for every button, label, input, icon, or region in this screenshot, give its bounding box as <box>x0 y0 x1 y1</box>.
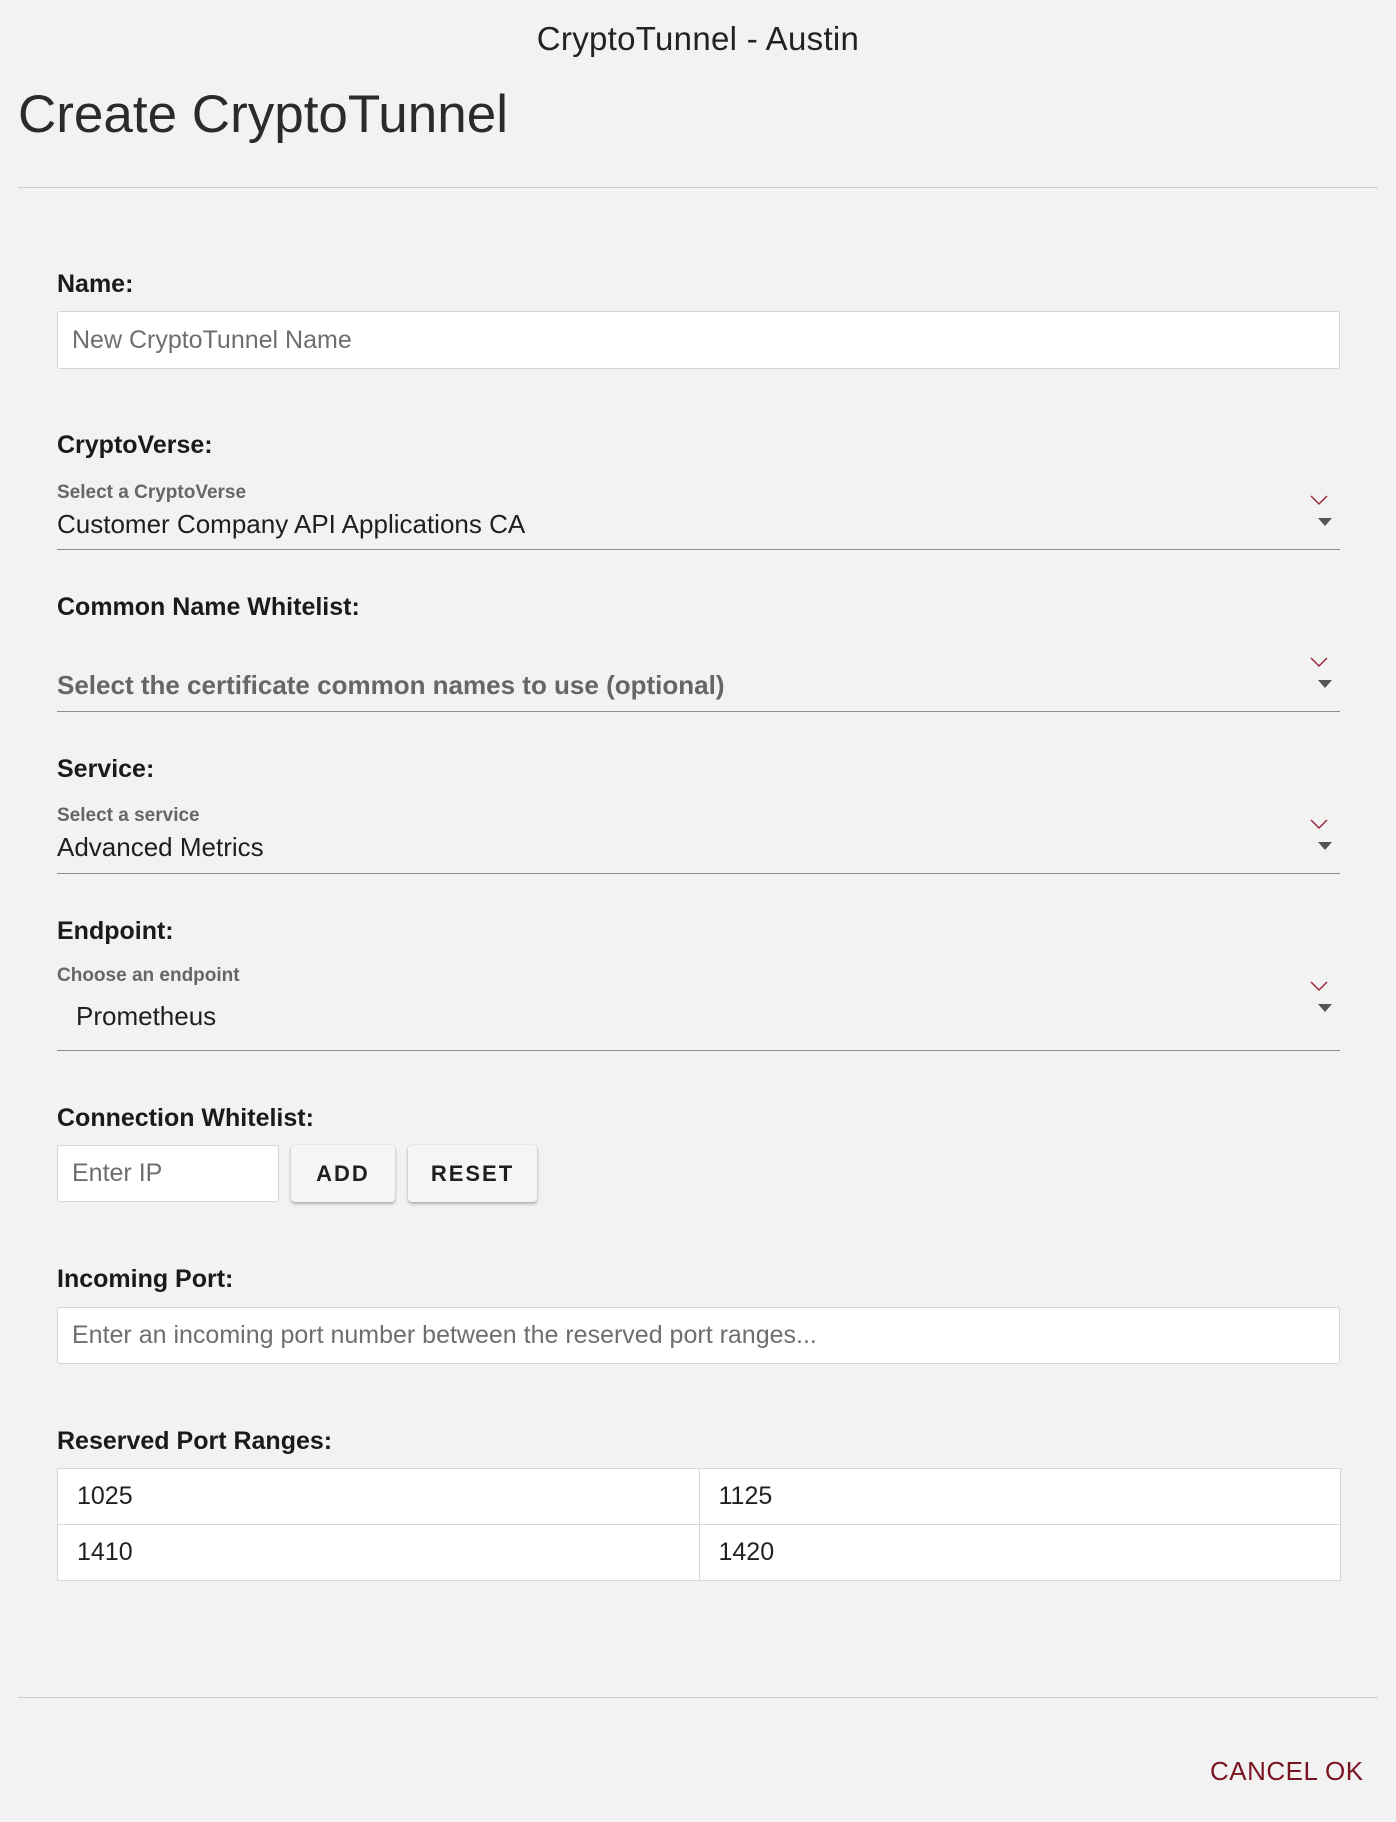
caret-down-icon <box>1318 680 1332 688</box>
window-title: CryptoTunnel - Austin <box>536 20 860 57</box>
cryptoverse-caption: Select a CryptoVerse <box>57 482 247 503</box>
dialog-title: Create CryptoTunnel <box>18 85 508 144</box>
common-name-whitelist-placeholder: Select the certificate common names to use (optional) <box>57 670 725 700</box>
ip-input[interactable] <box>57 1145 279 1202</box>
header-divider <box>18 187 1378 188</box>
service-value: Advanced Metrics <box>57 832 264 862</box>
reserved-port-ranges-label: Reserved Port Ranges: <box>57 1427 333 1455</box>
port-range-end: 1420 <box>699 1525 1341 1581</box>
caret-down-icon <box>1318 1004 1332 1012</box>
cryptoverse-label: CryptoVerse: <box>57 431 213 459</box>
port-range-start: 1410 <box>58 1525 700 1581</box>
name-input[interactable] <box>57 311 1340 369</box>
service-caption: Select a service <box>57 805 200 826</box>
common-name-whitelist-select[interactable] <box>57 638 1340 712</box>
endpoint-select[interactable] <box>57 961 1340 1051</box>
cancel-button[interactable]: CANCEL <box>1210 1756 1319 1786</box>
endpoint-caption: Choose an endpoint <box>57 965 240 986</box>
reserved-port-ranges-table <box>57 1468 1341 1581</box>
table-row <box>58 1525 1341 1581</box>
caret-down-icon <box>1318 842 1332 850</box>
cryptoverse-select[interactable] <box>57 476 1340 550</box>
chevron-down-icon <box>1310 656 1328 668</box>
endpoint-label: Endpoint: <box>57 917 174 945</box>
common-name-whitelist-label: Common Name Whitelist: <box>57 593 360 621</box>
port-range-end: 1125 <box>699 1469 1341 1525</box>
chevron-down-icon <box>1310 818 1328 830</box>
service-label: Service: <box>57 755 155 783</box>
port-range-start: 1025 <box>58 1469 700 1525</box>
ok-button[interactable]: OK <box>1325 1756 1364 1786</box>
incoming-port-label: Incoming Port: <box>57 1265 234 1293</box>
table-row <box>58 1469 1341 1525</box>
reset-button[interactable]: RESET <box>408 1145 537 1202</box>
incoming-port-input[interactable] <box>57 1307 1340 1364</box>
chevron-down-icon <box>1310 494 1328 506</box>
chevron-down-icon <box>1310 980 1328 992</box>
name-label: Name: <box>57 270 134 298</box>
endpoint-value: Prometheus <box>76 1001 217 1031</box>
caret-down-icon <box>1318 518 1332 526</box>
service-select[interactable] <box>57 800 1340 874</box>
footer-divider <box>18 1697 1378 1698</box>
cryptoverse-value: Customer Company API Applications CA <box>57 509 526 539</box>
connection-whitelist-label: Connection Whitelist: <box>57 1104 314 1132</box>
add-button[interactable]: ADD <box>291 1145 395 1202</box>
